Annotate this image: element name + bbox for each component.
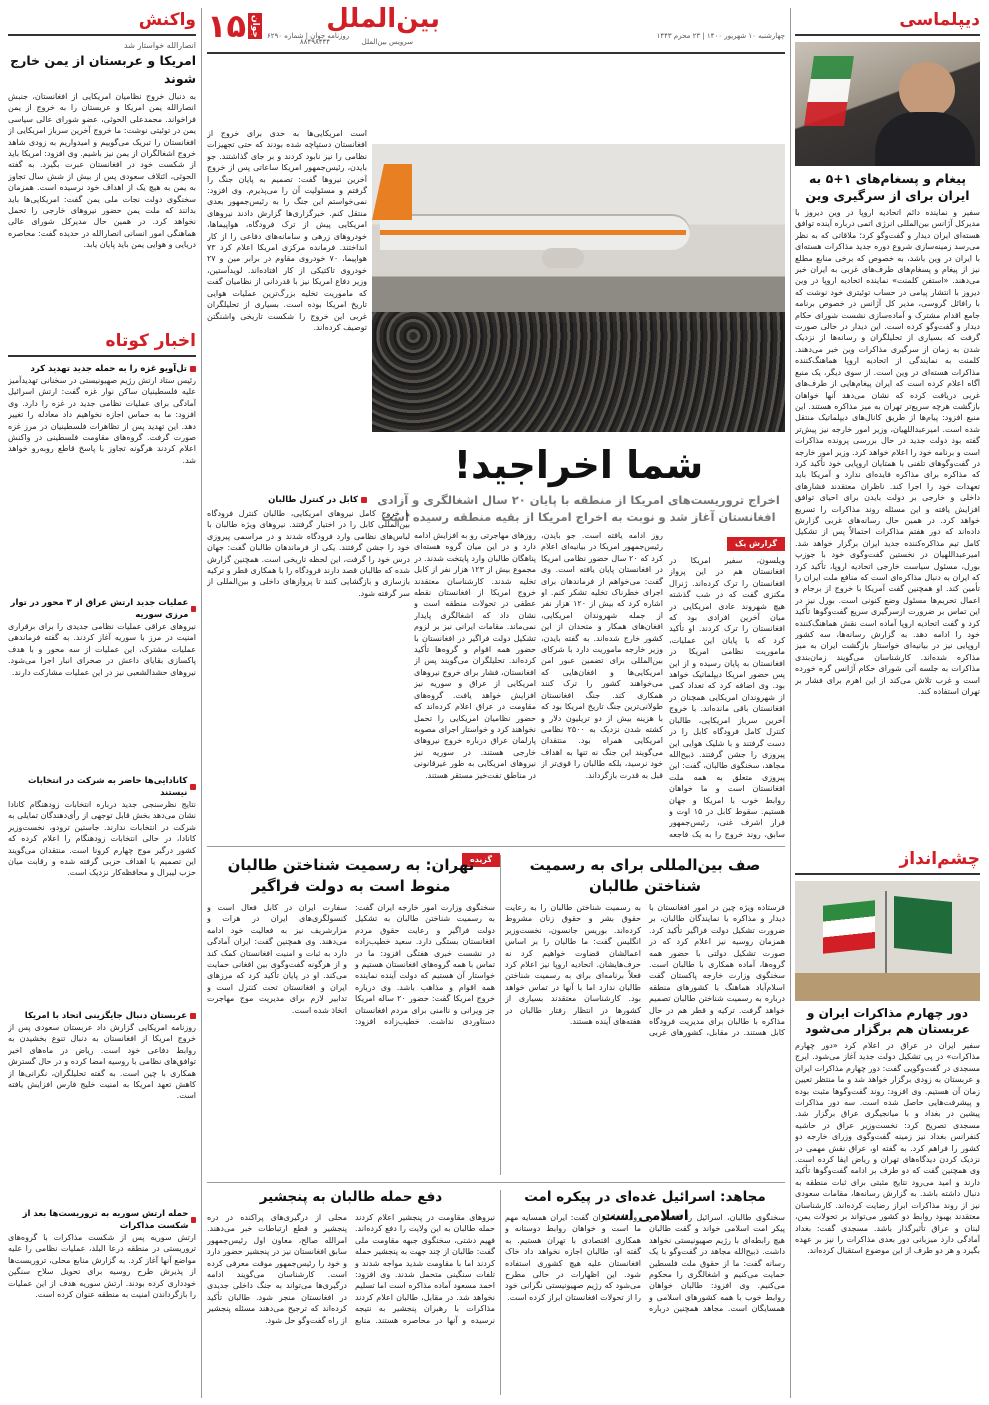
brief-title: کانادایی‌ها حاضر به شرکت در انتخابات نیستند <box>28 776 188 798</box>
main-sub-title: کابل در کنترل طالبان <box>268 495 358 505</box>
main-sub-head <box>207 494 367 506</box>
brief-item <box>8 363 196 591</box>
brief-title: عملیات جدید ارتش عراق از ۳ محور در تو‌ار مرزی سوریه <box>10 598 189 620</box>
brief-body: ارتش سوریه پس از شکست مذاکرات با گروه‌های تروریستی در منطقه درعا البلد، عملیات نظامی را علیه مواضع آنها آغاز کرد. به گزارش منابع محلی، تروریست‌ها از پذیرش طرح روسیه برای تحویل سلاح سنگین خودداری کرده بودند. ارتش سوریه هدف از این عملیات را بازگرداندن امنیت به منطقه عنوان کرده است. <box>8 1233 196 1300</box>
main-col-far: است امریکایی‌ها به حدی برای خروج از افغانستان دستپاچه شده بودند که حتی تجهیزات نظامی را نیز نابود کردند و بر جای گذاشتند. جو بایدن، رئیس‌جمهور امریکا ساعاتی پس از خروج آخرین نیروها گفت: تصمیم به پایان جنگ را گرفتم و مسئولیت آن را می‌پذیرم. وی افزود: نمی‌خواستم این جنگ را به رئیس‌جمهور بعدی منتقل کنم. خبرگزاری‌ها گزارش دادند نیروهای امریکایی پیش از ترک فرودگاه، هواپیماها، خودروهای زرهی و سامانه‌های دفاعی را از کار انداختند. فرمانده مرکزی امریکا اعلام کرد ۷۳ هواپیما، ۷۰ خودروی مقاوم در برابر مین و ۲۷ خودروی تاکتیکی از کار افتاده‌اند. لویدآستین، وزیر دفاع امریکا نیز با قدردانی از نظامیان گفت که ماموریت تخلیه بزرگ‌ترین عملیات هوایی تاریخ امریکا بوده است. بسیاری از تحلیلگران غربی این خروج را شکست تاریخی واشنگتن توصیف کرده‌اند. <box>207 129 367 332</box>
brief-item <box>8 597 196 769</box>
divider-news-ab <box>500 855 501 1175</box>
flag-iran-icon <box>823 900 875 953</box>
main-story-bottom-rule <box>207 846 785 847</box>
briefs-section-header <box>8 327 196 357</box>
left-column <box>8 0 196 1405</box>
news-ab-bottom-rule <box>207 1182 785 1183</box>
diplomacy-body: سفیر و نماینده دائم اتحادیه اروپا در وین دیروز با مدیرکل آژانس بین‌المللی انرژی اتمی درباره آینده توافق هسته‌ای ایران دیدار و گفت‌وگو کرد؛ ملاقاتی که به نظر می‌رسد زمینه‌سازی شروع دوره جدید مذاکرات هسته‌ای با ایران در وین باشد، به خصوص که برخی منابع مطلع نیز از پیغام و پسغام‌های طرف‌های غربی به ایران خبر می‌دهند. «استفن کلمنت» نماینده اتحادیه اروپا در وین دیروز با انتشار پیامی در حساب توئیتری خود نوشت که با رافائل گروسی، مدیر کل آژانس در خصوص برنامه جامع اقدام مشترک و آماده‌سازی نشست شورای حکام دیدار و گفت‌وگو کرده است. این دیدار در حالی صورت گرفت که بسیاری از تحلیلگران و رسانه‌ها از نزدیک شدن به زمان از سرگیری مذاکرات وین خبر می‌دهند. کلمنت به نمایندگی از اتحادیه اروپا هماهنگ‌کننده مذاکرات هسته‌ای در وین است. از سوی دیگر، یک منبع آگاه اعلام کرده است که ایران پیغام‌هایی از طرف‌های غربی دریافت کرده که نشان می‌دهد آنها خواهان بازگشت هرچه سریع‌تر تهران به میز مذاکره هستند. این منبع افزود: پیام‌ها از طریق کانال‌های دیپلماتیک منتقل شده است. امیرعبداللهیان، وزیر امور خارجه نیز پیش‌تر گفته بود دولت جدید در حال بررسی پرونده مذاکرات است و برنامه خود را اعلام خواهد کرد. وزیر امور خارجه در گفت‌وگوهای تلفنی با همتایان اروپایی خود تأکید کرد که مذاکره برای مذاکره فایده‌ای ندارد و آمریکا باید تعهدات خود را اجرا کند. ناظران معتقدند فشارهای داخلی و خارجی بر دولت بایدن برای احیای توافق افزایش یافته و این مسئله روند مذاکرات را تسریع خواهد کرد. در همین حال رسانه‌های غربی گزارش داده‌اند که دور هفتم مذاکرات احتمالاً پس از تشکیل کامل تیم مذاکره‌کننده جدید ایران برگزار خواهد شد. امیرعبداللهیان در نخستین گفت‌وگوی خود با جوزپ بورل، مسئول سیاست خارجی اتحادیه اروپا، تأکید کرد که ایران به دنبال مذاکره‌ای است که منافع ملت ایران را تأمین کند. او همچنین گفت آمریکا با خروج از برجام و اعمال تحریم‌ها مسئول وضع کنونی است. بورل نیز در این تماس بر ضرورت ازسرگیری سریع گفت‌وگوها تأکید کرد و گفت اتحادیه اروپا آماده است نقش هماهنگ‌کننده خود را ادامه دهد. به گزارش رسانه‌ها، سه کشور اروپایی نیز در بیانیه‌ای خواستار بازگشت ایران به میز مذاکره شده‌اند. کارشناسان می‌گویند زمان‌بندی مذاکرات به جلسه آتی شورای حکام آژانس گره خورده است و غرب تلاش می‌کند از این اهرم برای فشار بر تهران استفاده کند. <box>795 208 980 697</box>
brief-bullet-icon <box>191 606 196 612</box>
logo <box>207 2 263 50</box>
photo-section-header <box>795 845 980 875</box>
news-d-body: نیروهای مقاومت در پنجشیر اعلام کردند حمله طالبان به این ولایت را دفع کرده‌اند. فهیم دشتی، سخنگوی جبهه مقاومت ملی گفت: طالبان از چند جهت به پنجشیر حمله کردند اما با مقاومت شدید مواجه شدند و تلفات سنگینی متحمل شدند. وی افزود: احمد مسعود آماده مذاکره است اما تسلیم نخواهد شد. در مقابل، طالبان اعلام کردند مذاکرات با رهبران پنجشیر به نتیجه نرسیده و آنها در محاصره هستند. منابع محلی از درگیری‌های پراکنده در دره پنجشیر و قطع ارتباطات خبر می‌دهند. امرالله صالح، معاون اول رئیس‌جمهور سابق افغانستان نیز در پنجشیر حضور دارد و خود را رئیس‌جمهور موقت معرفی کرده است. کارشناسان می‌گویند ادامه درگیری‌ها می‌تواند به جنگ داخلی جدیدی در افغانستان منجر شود. طالبان تأکید کرده‌اند که ترجیح می‌دهند مسئله پنجشیر از راه گفت‌وگو حل شود. <box>207 1213 495 1325</box>
brief-bullet-icon <box>191 1217 196 1223</box>
service-label: سرویس بین‌الملل <box>361 38 413 46</box>
brief-item <box>8 1208 196 1346</box>
flags-photo <box>795 881 980 1001</box>
divider-left <box>201 8 202 1398</box>
diplomacy-photo <box>795 42 980 166</box>
diplomacy-headline: پیغام و پسغام‌های ۱+۵ به ایران برای از سرگیری وین <box>805 171 970 203</box>
logo-word: جوان <box>250 14 261 38</box>
news-b-headline: تهران: به رسمیت شناختن طالبان منوط است به دولت فراگیر <box>227 856 475 895</box>
person-suit <box>875 112 975 166</box>
news-b-body: سخنگوی وزارت امور خارجه ایران گفت: به رسمیت شناختن طالبان به تشکیل دولت فراگیر و رعایت حقوق مردم افغانستان بستگی دارد. سعید خطیب‌زاده در نشست خبری هفتگی افزود: ما در تماس با همه گروه‌های افغانستان هستیم و خواستار آن هستیم که دولت آینده نماینده همه اقوام و مذاهب باشد. وی درباره خروج امریکا گفت: حضور ۲۰ ساله امریکا جز ویرانی و ناامنی برای مردم افغانستان دستاوردی نداشت. خطیب‌زاده افزود: سفارت ایران در کابل فعال است و کنسولگری‌های ایران در هرات و مزارشریف نیز به فعالیت خود ادامه می‌دهند. وی همچنین گفت: ایران آمادگی دارد به ثبات و امنیت افغانستان کمک کند و از هرگونه گفت‌وگوی بین افغانی حمایت می‌کند. او در پایان تأکید کرد که مرزهای ایران و افغانستان تحت کنترل است و تدابیر لازم برای مدیریت موج مهاجرت اتخاذ شده است. <box>207 903 495 1027</box>
watch-author: انصارالله خواستار شد <box>124 41 196 50</box>
briefs-section-title: اخبار کوتاه <box>105 331 196 351</box>
photo-section-title: چشم‌انداز <box>899 849 980 869</box>
masthead-rule <box>207 52 785 54</box>
masthead <box>207 4 785 50</box>
brief-title: تل‌آویو غزه را به حمله جدید تهدید کرد <box>30 364 187 374</box>
sub-head-bullet-icon <box>361 497 367 503</box>
brief-bullet-icon <box>190 366 196 372</box>
news-a-body: فرستاده ویژه چین در امور افغانستان با دیدار و مذاکره با نمایندگان طالبان، بر ضرورت تشکیل دولت فراگیر تأکید کرد. همزمان روسیه نیز اعلام کرد که در صورت تشکیل دولتی با حضور همه گروه‌ها، آماده همکاری با طالبان است. سخنگوی وزارت خارجه پاکستان گفت اسلام‌آباد هماهنگ با کشورهای منطقه درباره به رسمیت شناختن طالبان تصمیم خواهد گرفت. ترکیه و قطر هم در حال مذاکره با طالبان برای مدیریت فرودگاه کابل هستند. در مقابل، کشورهای غربی به رسمیت شناختن طالبان را به رعایت حقوق بشر و حقوق زنان مشروط کرده‌اند. بوریس جانسون، نخست‌وزیر انگلیس گفت: ما طالبان را بر اساس اعمالشان قضاوت خواهیم کرد نه حرف‌هایشان. اتحادیه اروپا نیز اعلام کرد فعلاً برنامه‌ای برای به رسمیت شناختن طالبان ندارد اما با آنها در تماس خواهد بود. کارشناسان معتقدند بسیاری از کشورها در انتظار رفتار طالبان در هفته‌های آینده هستند. <box>505 903 785 1038</box>
diplomacy-section-title: دیپلماسی <box>899 10 980 30</box>
diplomacy-section-header <box>795 6 980 36</box>
news-c-body: سخنگوی طالبان، اسرائیل را غده‌ای در پیکر امت اسلامی خواند و گفت طالبان هیچ رابطه‌ای با رژیم صهیونیستی نخواهد داشت. ذبیح‌الله مجاهد در گفت‌وگو با یک رسانه گفت: ما از حقوق ملت فلسطین حمایت می‌کنیم و اشغالگری را محکوم می‌کنیم. وی افزود: طالبان خواهان روابط خوب با همه کشورهای اسلامی و همسایگان است. مجاهد همچنین درباره روابط با ایران گفت: ایران همسایه مهم ما است و خواهان روابط دوستانه و همکاری اقتصادی با تهران هستیم. به گفته او، طالبان اجازه نخواهد داد خاک افغانستان علیه هیچ کشوری استفاده شود. این اظهارات در حالی مطرح می‌شود که رژیم صهیونیستی نگرانی خود را از تحولات افغانستان ابراز کرده است. <box>505 1213 785 1314</box>
airplane-tail <box>372 164 412 220</box>
crowd <box>372 312 785 432</box>
brief-item <box>8 1010 196 1202</box>
watch-body: به دنبال خروج نظامیان امریکایی از افغانستان، جنبش انصارالله یمن امریکا و عربستان را به خروج از یمن فراخواند. محمدعلی الحوثی، عضو شورای عالی سیاسی یمن در توئیتی نوشت: ما خروج آخرین سرباز امریکایی از افغانستان را تبریک می‌گوییم و امیدواریم به زودی شاهد خروج اشغالگران از یمن نیز باشیم. وی افزود: امریکا باید از شکست خود در افغانستان عبرت بگیرد. به گفته الحوثی، ائتلاف سعودی پس از بیش از شش سال تجاوز به یمن به هیچ یک از اهداف خود نرسیده است. همزمان سخنگوی دولت نجات ملی یمن گفت: امریکایی‌ها باید بدانند که ملت یمن حضور نیروهای خارجی را تحمل نخواهد کرد. در همین حال مدیرکل شورای عالی هماهنگی امور انسانی انصارالله در حدیده گفت: محاصره دریایی و هوایی یمن باید پایان یابد. <box>8 92 196 250</box>
watch-section-title: واکنش <box>138 10 196 30</box>
news-b-tag: گزیده <box>462 853 500 867</box>
brief-body: رئیس ستاد ارتش رژیم صهیونیستی در سخنانی تهدیدآمیز علیه فلسطینیان ساکن نوار غزه گفت: ارتش اسرائیل آمادگی برای عملیات نظامی جدید در غزه را دارد. وی افزود: ما به حماس اجازه نخواهیم داد معادله را تغییر دهد. این تهدید پس از تظاهرات فلسطینیان در مرز غزه صورت گرفت. گروه‌های مقاومت فلسطینی در واکنش اعلام کردند هرگونه تجاوز با پاسخ قاطع روبه‌رو خواهد شد. <box>8 376 196 465</box>
paper-date: چهارشنبه ۱۰ شهریور ۱۴۰۰ | ۲۳ محرم ۱۴۴۳ <box>656 32 785 40</box>
flag-saudi-icon <box>894 896 952 954</box>
diplomacy-column <box>795 0 980 1405</box>
service-phone: ۸۸۴۹۸۴۴۴ <box>299 38 330 46</box>
main-col-mid: روز ادامه یافته است. جو بایدن، رئیس‌جمهور امریکا در بیانیه‌ای اعلام کرد که ۲۰ سال حضور نظامی امریکا در افغانستان پایان یافته است. وی گفت: می‌خواهم از فرماندهان برای اجرای خطرناک تخلیه تشکر کنم. او اشاره کرد که بیش از ۱۲۰ هزار نفر از جمله شهروندان امریکایی، افغان‌های همکار و متحدان از این کشور خارج شده‌اند. به گفته بایدن، وزیر خارجه ماموریت دارد با شرکای بین‌المللی برای تضمین عبور امن امریکایی‌ها و افغان‌هایی که می‌خواهند کشور را ترک کنند همکاری کند. جنگ افغانستان طولانی‌ترین جنگ تاریخ امریکا بود که با هزینه بیش از دو تریلیون دلار و کشته شدن نزدیک به ۲۵۰۰ نظامی امریکایی همراه بود. منتقدان می‌گویند این جنگ نه تنها به اهداف خود نرسید، بلکه طالبان را قوی‌تر از قبل به قدرت بازگرداند. <box>541 531 663 780</box>
main-col-right: ویلسون، سفیر امریکا در افغانستان هم در این پرواز افغانستان را ترک کرده‌اند. ژنرال مکنزی گفت که در شب گذشته هیچ شهروند عادی امریکایی در میان آخرین افرادی بود که افغانستان را ترک کردند. او تأکید کرد که با پایان این عملیات، ماموریت نظامی امریکا در افغانستان به پایان رسیده و از این پس حضور امریکا دیپلماتیک خواهد بود. وی اضافه کرد که تعداد کمی از شهروندان امریکایی همچنان در افغانستان باقی مانده‌اند. با خروج آخرین سرباز امریکایی، طالبان کنترل کامل فرودگاه کابل را در دست گرفتند و با شلیک هوایی این پیروزی را جشن گرفتند. ذبیح‌الله مجاهد، سخنگوی طالبان، گفت: این پیروزی متعلق به همه ملت افغانستان است و ما خواهان روابط خوب با امریکا و جهان هستیم. سقوط کابل در ۱۵ اوت و فرار اشرف غنی، رئیس‌جمهور سابق، روند خروج را به یک فاجعه <box>669 556 785 839</box>
news-d-headline: دفع حمله طالبان به پنجشیر <box>259 1189 443 1205</box>
logo-number: ۱۵ <box>207 7 247 45</box>
brief-bullet-icon <box>190 784 196 790</box>
flag-graphic <box>804 56 854 126</box>
watch-section-header <box>8 6 196 36</box>
divider-news-cd <box>500 1190 501 1395</box>
main-headline: شما اخراجید! <box>453 443 704 487</box>
photo-body: سفیر ایران در عراق در اعلام کرد «دور چهارم مذاکرات» در پی تشکیل دولت جدید آغاز می‌شود. ایرج مسجدی در گفت‌وگویی گفت: دور چهارم مذاکرات ایران و عربستان به زودی برگزار خواهد شد و ما منتظر تعیین زمان آن هستیم. وی افزود: روند گفت‌وگوها مثبت بوده و پیشرفت‌هایی حاصل شده است. سه دور مذاکرات پیشین در بغداد و با میانجیگری عراق برگزار شد. مسجدی تصریح کرد: نخست‌وزیر عراق در حاشیه کنفرانس بغداد نیز زمینه گفت‌وگوی وزرای خارجه دو کشور را فراهم کرد. به گفته او، عراق نقش مهمی در نزدیک کردن دیدگاه‌های تهران و ریاض ایفا کرده است. وی همچنین گفت که دو طرف بر ادامه گفت‌وگوها تأکید دارند و امید می‌رود نتایج مثبتی برای ثبات منطقه به دنبال داشته باشد. به گزارش رسانه‌ها، مقامات سعودی نیز از روند مذاکرات ابراز رضایت کرده‌اند. کارشناسان معتقدند بهبود روابط دو کشور می‌تواند بر تحولات یمن، لبنان و عراق تأثیرگذار باشد. مسجدی گفت: بغداد آمادگی دارد میزبانی دور بعدی مذاکرات را نیز بر عهده بگیرد و هر دو طرف از این موضوع استقبال کرده‌اند. <box>795 1041 980 1256</box>
divider-right <box>790 8 791 1398</box>
brief-body: نیروهای عراقی عملیات نظامی جدیدی را برای برقراری امنیت در مرز با سوریه آغاز کردند. به گفته فرماندهی عملیات مشترک، این عملیات از سه محور و با هدف پاکسازی بقایای داعش در صحرای انبار اجرا می‌شود. نیروهای حشدالشعبی نیز در این عملیات مشارکت دارند. <box>8 622 196 677</box>
airplane-engine <box>542 248 584 268</box>
section-title: بین‌الملل <box>326 4 440 34</box>
brief-title: عربستان دنبال جایگزینی اتحاد با امریکا <box>24 1011 187 1021</box>
brief-item <box>8 775 196 1004</box>
brief-body: نتایج نظرسنجی جدید درباره انتخابات زودهنگام کانادا نشان می‌دهد بخش قابل توجهی از رأی‌دهندگان تمایلی به شرکت در انتخابات ندارند. جاستین ترودو، نخست‌وزیر کانادا، در حالی انتخابات زودهنگام را اعلام کرده که کشور درگیر موج چهارم کرونا است. منتقدان می‌گویند این تصمیم با اهداف حزبی گرفته شده و رقابت میان حزب لیبرال و محافظه‌کار نزدیک است. <box>8 800 196 878</box>
paper-info: روزنامه جوان | شماره ۶۲۹۰ <box>267 32 350 40</box>
brief-body: روزنامه امریکایی گزارش داد عربستان سعودی پس از خروج امریکا از افغانستان به دنبال تنوع بخشیدن به روابط دفاعی خود است. ریاض در ماه‌های اخیر توافق‌های نظامی با روسیه امضا کرده و در حال گسترش همکاری با چین است. به گفته تحلیلگران، نگرانی‌ها از کاهش تعهد امریکا به امنیت خلیج فارس افزایش یافته است. <box>8 1023 196 1101</box>
main-subhead: اخراج تروریست‌های امریکا از منطقه با پایان ۲۰ سال اشغالگری و آزادی افغانستان آغاز شد و نوبت به اخراج امریکا از بقیه منطقه رسیده است <box>377 493 780 524</box>
brief-bullet-icon <box>190 1013 196 1019</box>
airplane-stripe <box>380 230 686 235</box>
main-photo <box>372 144 785 432</box>
news-c-headline: مجاهد: اسرائیل غده‌ای در پیکره امت اسلامی است <box>524 1189 766 1224</box>
person-figure <box>899 62 955 118</box>
brief-title: حمله ارتش سوریه به تروریست‌ها بعد از شکست مذاکرات <box>22 1209 189 1231</box>
report-tag: گزارش یک <box>727 537 785 551</box>
news-a-headline: صف بین‌المللی برای به رسمیت شناختن طالبان <box>529 856 761 895</box>
main-col-left: روزهای مهاجرتی رو به افزایش ادامه دارد و در این میان گروه هسته‌ای پناهگان طالبان وارد پایتخت شدند. در مجموع بیش از ۱۲۳ هزار نفر از کابل تخلیه شدند. کارشناسان معتقدند خروج امریکا از افغانستان نقطه عطفی در تحولات منطقه است و نشان داد که اشغالگری پایدار نمی‌ماند. مقامات ایرانی نیز بر لزوم تشکیل دولت فراگیر در افغانستان با حضور همه اقوام و گروه‌ها تأکید کرده‌اند. تحلیلگران می‌گویند پس از افغانستان، فشار برای خروج نیروهای امریکایی از عراق و سوریه نیز افزایش خواهد یافت. گروه‌های مقاومت در عراق اعلام کرده‌اند که حضور نظامیان امریکایی را تحمل نخواهند کرد و خواستار اجرای مصوبه پارلمان عراق درباره خروج نیروهای خارجی هستند. در سوریه نیز نیروهای امریکایی به طور غیرقانونی در مناطق نفت‌خیز مستقر هستند. <box>414 531 536 780</box>
photo-headline: دور چهارم مذاکرات ایران و عربستان هم برگزار می‌شود <box>805 1006 970 1036</box>
watch-headline: امریکا و عربستان از یمن خارج شوند <box>10 53 196 86</box>
main-sub-body: با خروج کامل نیروهای امریکایی، طالبان کنترل فرودگاه بین‌المللی کابل را در اختیار گرفتند. نیروهای ویژه طالبان با لباس‌های نظامی وارد فرودگاه شدند و در مراسمی پیروزی خود را جشن گرفتند. یکی از فرماندهان طالبان گفت: جهان درس خود را گرفت، این لحظه تاریخی است. همچنین گزارش شده که طالبان قصد دارند فرودگاه را با همکاری قطر و ترکیه بازسازی و بازگشایی کنند تا پروازهای داخلی و بین‌المللی از سر گرفته شود. <box>207 509 410 598</box>
table-graphic <box>795 973 980 1001</box>
